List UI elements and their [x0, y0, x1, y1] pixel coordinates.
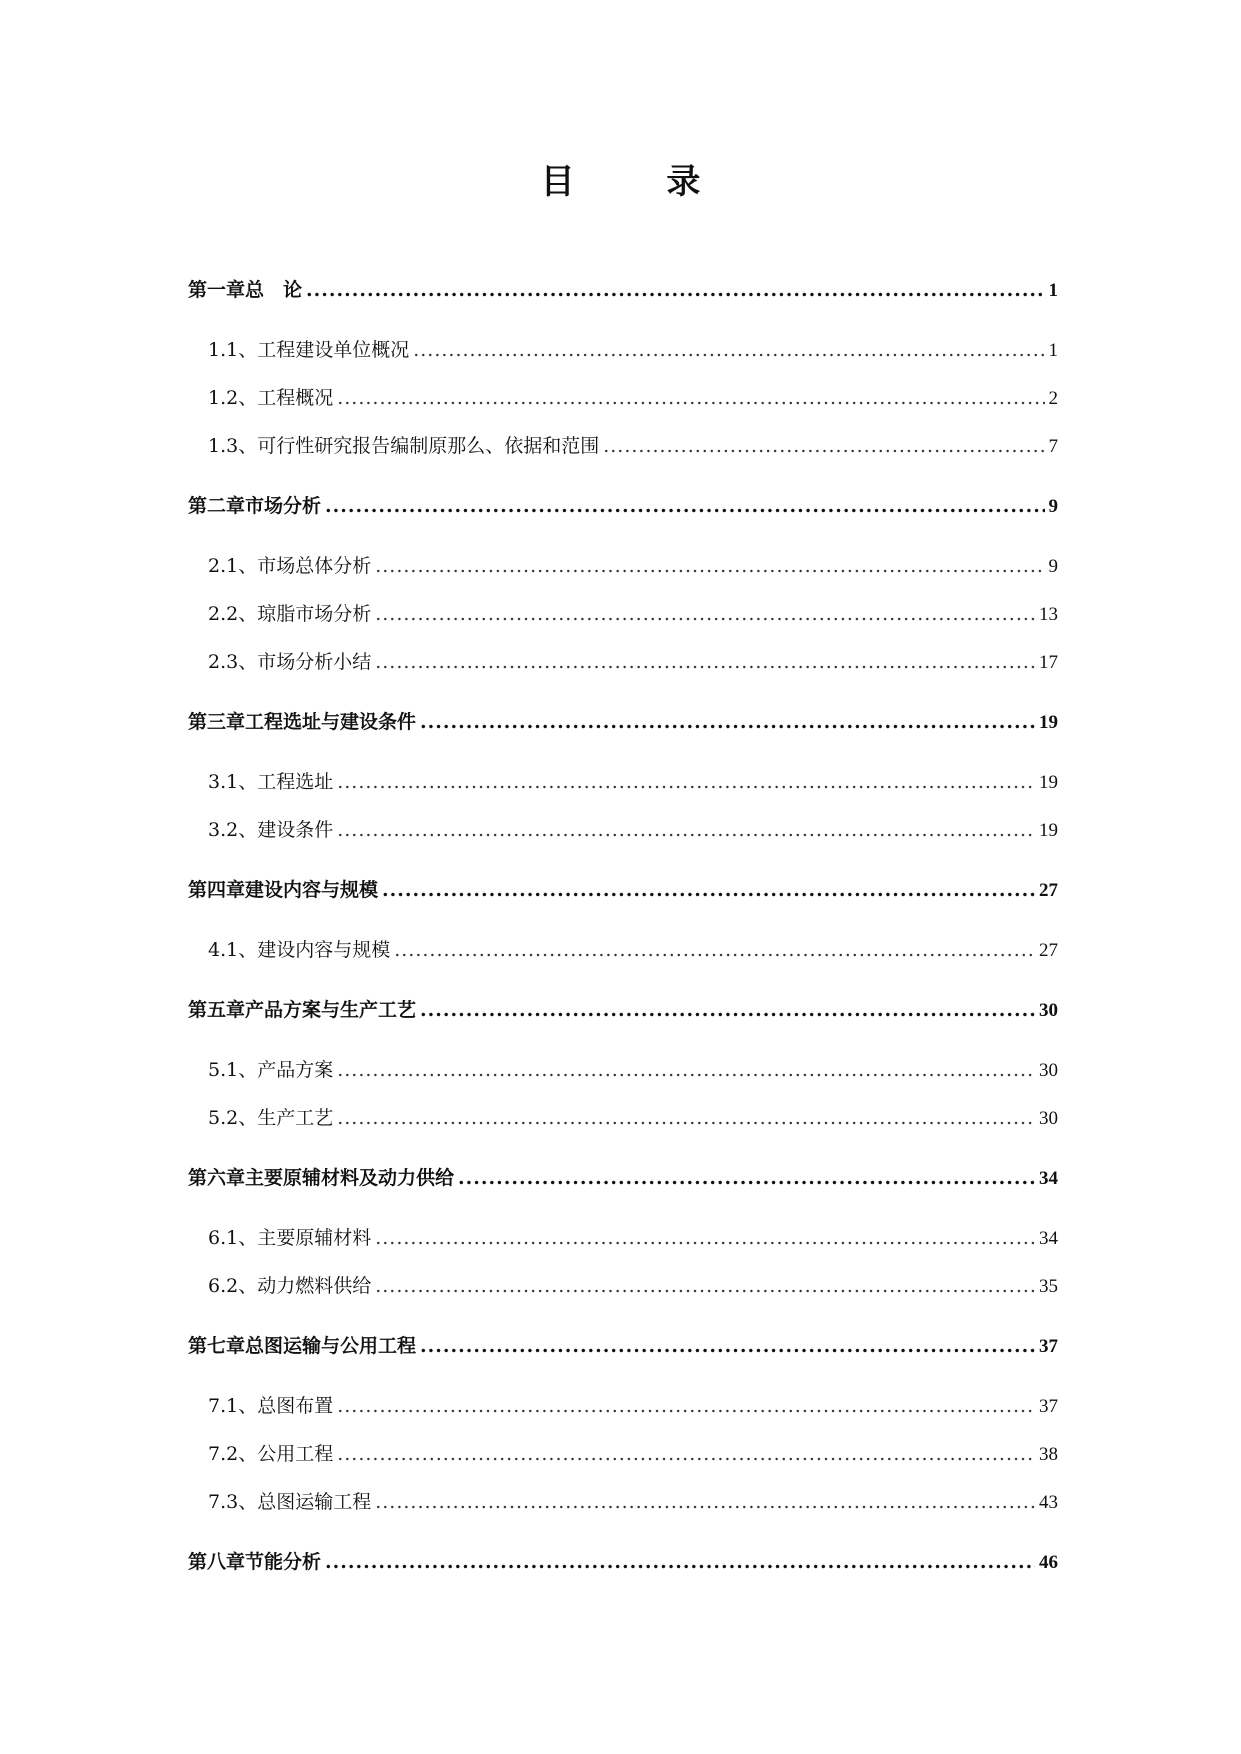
dot-leader [375, 1226, 1035, 1250]
chapter-page-number: 19 [1039, 712, 1058, 733]
toc-section-entry[interactable] [188, 386, 1058, 410]
section-page-number: 19 [1039, 820, 1058, 841]
section-page-number: 35 [1039, 1276, 1058, 1297]
dot-leader [420, 710, 1035, 734]
chapter-title: 工程选址与建设条件 [245, 711, 417, 733]
section-page-number: 34 [1039, 1228, 1058, 1249]
dot-leader [337, 770, 1035, 794]
chapter-number: 第五章 [188, 999, 246, 1021]
section-page-number: 43 [1039, 1492, 1058, 1513]
toc-section-entry[interactable] [188, 1058, 1058, 1082]
toc-chapter-entry[interactable] [188, 278, 1058, 302]
chapter-title: 节能分析 [245, 1551, 322, 1573]
dot-leader [375, 1490, 1035, 1514]
chapter-page-number: 37 [1039, 1336, 1058, 1357]
section-page-number: 30 [1039, 1060, 1058, 1081]
chapter-title: 总图运输与公用工程 [245, 1335, 417, 1357]
toc-section-entry[interactable] [188, 1226, 1058, 1250]
chapter-page-number: 1 [1048, 280, 1058, 301]
chapter-title: 建设内容与规模 [245, 879, 379, 901]
toc-section-entry[interactable] [188, 554, 1058, 578]
dot-leader [375, 1274, 1035, 1298]
chapter-number: 第四章 [188, 879, 246, 901]
chapter-number: 第七章 [188, 1335, 246, 1357]
section-title: 6.1、主要原辅材料 [208, 1227, 372, 1249]
dot-leader [458, 1166, 1035, 1190]
dot-leader [420, 998, 1035, 1022]
section-page-number: 19 [1039, 772, 1058, 793]
section-page-number: 17 [1039, 652, 1058, 673]
dot-leader [375, 602, 1035, 626]
toc-section-entry[interactable] [188, 1106, 1058, 1130]
chapter-page-number: 30 [1039, 1000, 1058, 1021]
section-page-number: 13 [1039, 604, 1058, 625]
section-page-number: 2 [1048, 388, 1058, 409]
dot-leader [394, 938, 1035, 962]
chapter-title: 总 论 [245, 279, 303, 301]
section-title: 2.1、市场总体分析 [208, 555, 372, 577]
chapter-number: 第六章 [188, 1167, 246, 1189]
section-title: 1.1、工程建设单位概况 [208, 339, 410, 361]
chapter-title: 市场分析 [245, 495, 322, 517]
dot-leader [325, 1550, 1035, 1574]
section-title: 4.1、建设内容与规模 [208, 939, 391, 961]
toc-section-entry[interactable] [188, 818, 1058, 842]
section-title: 1.2、工程概况 [208, 387, 334, 409]
section-page-number: 38 [1039, 1444, 1058, 1465]
section-title: 7.2、公用工程 [208, 1443, 334, 1465]
page-title: 目 录 [540, 162, 741, 202]
toc-chapter-entry[interactable] [188, 998, 1058, 1022]
chapter-number: 第二章 [188, 495, 246, 517]
toc-chapter-entry[interactable] [188, 1166, 1058, 1190]
section-title: 2.3、市场分析小结 [208, 651, 372, 673]
toc-chapter-entry[interactable] [188, 1334, 1058, 1358]
dot-leader [413, 338, 1044, 362]
dot-leader [382, 878, 1035, 902]
dot-leader [337, 1106, 1035, 1130]
toc-section-entry[interactable] [188, 434, 1058, 458]
section-page-number: 30 [1039, 1108, 1058, 1129]
dot-leader [375, 650, 1035, 674]
chapter-page-number: 9 [1048, 496, 1058, 517]
toc-section-entry[interactable] [188, 770, 1058, 794]
section-title: 1.3、可行性研究报告编制原那么、依据和范围 [208, 435, 600, 457]
toc-section-entry[interactable] [188, 602, 1058, 626]
section-page-number: 1 [1048, 340, 1058, 361]
chapter-page-number: 34 [1039, 1168, 1058, 1189]
dot-leader [306, 278, 1044, 302]
toc-section-entry[interactable] [188, 938, 1058, 962]
dot-leader [337, 1394, 1035, 1418]
toc-chapter-entry[interactable] [188, 710, 1058, 734]
chapter-title: 产品方案与生产工艺 [245, 999, 417, 1021]
chapter-number: 第一章 [188, 279, 246, 301]
section-title: 6.2、动力燃料供给 [208, 1275, 372, 1297]
dot-leader [603, 434, 1044, 458]
table-of-contents [188, 278, 1058, 1610]
chapter-page-number: 27 [1039, 880, 1058, 901]
section-title: 7.1、总图布置 [208, 1395, 334, 1417]
chapter-number: 第八章 [188, 1551, 246, 1573]
section-title: 3.1、工程选址 [208, 771, 334, 793]
section-title: 3.2、建设条件 [208, 819, 334, 841]
section-title: 2.2、琼脂市场分析 [208, 603, 372, 625]
toc-chapter-entry[interactable] [188, 494, 1058, 518]
toc-section-entry[interactable] [188, 338, 1058, 362]
toc-section-entry[interactable] [188, 1490, 1058, 1514]
chapter-page-number: 46 [1039, 1552, 1058, 1573]
dot-leader [337, 1442, 1035, 1466]
section-title: 7.3、总图运输工程 [208, 1491, 372, 1513]
toc-section-entry[interactable] [188, 1394, 1058, 1418]
chapter-number: 第三章 [188, 711, 246, 733]
dot-leader [325, 494, 1044, 518]
toc-section-entry[interactable] [188, 650, 1058, 674]
section-page-number: 27 [1039, 940, 1058, 961]
section-page-number: 7 [1048, 436, 1058, 457]
toc-section-entry[interactable] [188, 1274, 1058, 1298]
toc-chapter-entry[interactable] [188, 878, 1058, 902]
section-page-number: 37 [1039, 1396, 1058, 1417]
section-page-number: 9 [1048, 556, 1058, 577]
dot-leader [337, 1058, 1035, 1082]
toc-chapter-entry[interactable] [188, 1550, 1058, 1574]
section-title: 5.2、生产工艺 [208, 1107, 334, 1129]
dot-leader [337, 386, 1044, 410]
section-title: 5.1、产品方案 [208, 1059, 334, 1081]
dot-leader [337, 818, 1035, 842]
chapter-title: 主要原辅材料及动力供给 [245, 1167, 455, 1189]
toc-section-entry[interactable] [188, 1442, 1058, 1466]
dot-leader [420, 1334, 1035, 1358]
dot-leader [375, 554, 1044, 578]
